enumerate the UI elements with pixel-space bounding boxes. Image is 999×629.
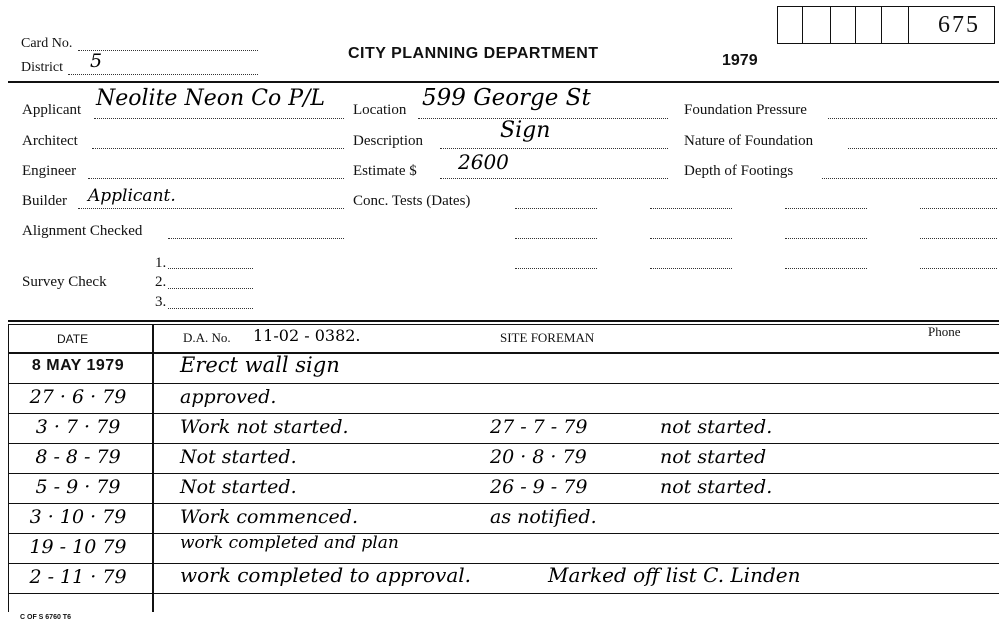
row-rule bbox=[8, 413, 999, 414]
conc-test-line bbox=[785, 238, 867, 239]
depth-footings-label: Depth of Footings bbox=[684, 163, 794, 179]
row-1-date: 8 MAY 1979 bbox=[31, 357, 125, 374]
architect-label: Architect bbox=[22, 133, 78, 149]
builder-value: Applicant. bbox=[88, 186, 176, 206]
estimate-line bbox=[440, 178, 668, 179]
description-label: Description bbox=[353, 133, 423, 149]
form-code: C OF S 6760 T6 bbox=[20, 614, 71, 621]
row-rule bbox=[8, 563, 999, 564]
phone-label: Phone bbox=[928, 324, 961, 339]
da-value: 11-02 - 0382. bbox=[253, 326, 361, 345]
conc-test-line bbox=[650, 268, 732, 269]
row-5-date: 5 - 9 · 79 bbox=[35, 476, 121, 498]
row-3-date: 3 · 7 · 79 bbox=[35, 416, 121, 438]
estimate-value: 2600 bbox=[458, 150, 509, 174]
department-title: CITY PLANNING DEPARTMENT bbox=[348, 45, 599, 62]
row-5-entry2: not started. bbox=[660, 476, 773, 498]
box-divider bbox=[908, 7, 909, 43]
nature-foundation-label: Nature of Foundation bbox=[684, 133, 814, 149]
row-1-entry: Erect wall sign bbox=[180, 353, 340, 377]
row-4-date: 8 - 8 - 79 bbox=[35, 446, 121, 468]
description-value: Sign bbox=[500, 118, 551, 143]
row-rule bbox=[8, 473, 999, 474]
row-5-entry: Not started. bbox=[180, 476, 297, 498]
card-no-line bbox=[78, 50, 258, 51]
row-3-entry2: not started. bbox=[660, 416, 773, 438]
district-line bbox=[68, 74, 258, 75]
conc-tests-label: Conc. Tests (Dates) bbox=[353, 193, 471, 209]
survey-3-label: 3. bbox=[155, 294, 167, 310]
survey-1-label: 1. bbox=[155, 255, 167, 271]
card-number-box bbox=[777, 6, 995, 44]
applicant-line bbox=[94, 118, 344, 119]
builder-line bbox=[78, 208, 344, 209]
applicant-label: Applicant bbox=[22, 102, 82, 118]
row-rule bbox=[8, 533, 999, 534]
row-rule bbox=[8, 593, 999, 594]
conc-test-line bbox=[920, 268, 997, 269]
description-line bbox=[440, 148, 668, 149]
row-4-date2: 20 · 8 · 79 bbox=[490, 446, 587, 468]
depth-footings-line bbox=[822, 178, 997, 179]
row-2-entry: approved. bbox=[180, 386, 277, 408]
conc-test-line bbox=[515, 268, 597, 269]
card-no-label: Card No. bbox=[21, 36, 73, 51]
row-5-date2: 26 - 9 - 79 bbox=[490, 476, 588, 498]
row-4-entry2: not started bbox=[660, 446, 767, 468]
row-3-entry: Work not started. bbox=[180, 416, 349, 438]
conc-test-line bbox=[515, 208, 597, 209]
row-rule bbox=[8, 443, 999, 444]
alignment-line bbox=[168, 238, 344, 239]
conc-test-line bbox=[920, 208, 997, 209]
row-3-date2: 27 - 7 - 79 bbox=[490, 416, 588, 438]
foundation-pressure-line bbox=[828, 118, 997, 119]
estimate-label: Estimate $ bbox=[353, 163, 417, 179]
district-value: 5 bbox=[90, 50, 103, 72]
box-divider bbox=[830, 7, 831, 43]
conc-test-line bbox=[515, 238, 597, 239]
survey-2-label: 2. bbox=[155, 274, 167, 290]
row-7-entry: work completed and plan bbox=[180, 533, 399, 553]
conc-test-line bbox=[785, 208, 867, 209]
survey-3-line bbox=[168, 308, 253, 309]
conc-test-line bbox=[785, 268, 867, 269]
nature-foundation-line bbox=[848, 148, 997, 149]
box-divider bbox=[881, 7, 882, 43]
district-label: District bbox=[21, 60, 63, 75]
foundation-pressure-label: Foundation Pressure bbox=[684, 102, 807, 118]
date-column-divider bbox=[152, 324, 154, 612]
location-label: Location bbox=[353, 102, 407, 118]
engineer-line bbox=[88, 178, 344, 179]
survey-1-line bbox=[168, 268, 253, 269]
row-8-entry2: Marked off list C. Linden bbox=[548, 563, 801, 587]
applicant-value: Neolite Neon Co P/L bbox=[96, 86, 326, 111]
conc-test-line bbox=[650, 238, 732, 239]
header-rule bbox=[8, 81, 999, 83]
row-8-entry: work completed to approval. bbox=[180, 563, 472, 587]
year: 1979 bbox=[722, 52, 758, 69]
row-6-date: 3 · 10 · 79 bbox=[29, 506, 127, 528]
log-top-rule bbox=[8, 320, 999, 322]
row-6-entry: Work commenced. bbox=[180, 506, 358, 528]
row-7-date: 19 - 10 79 bbox=[29, 536, 127, 558]
location-value: 599 George St bbox=[422, 85, 591, 111]
card-number: 675 bbox=[938, 12, 980, 38]
builder-label: Builder bbox=[22, 193, 67, 209]
survey-label: Survey Check bbox=[22, 274, 107, 290]
engineer-label: Engineer bbox=[22, 163, 77, 179]
row-8-date: 2 - 11 · 79 bbox=[29, 566, 127, 588]
row-rule bbox=[8, 503, 999, 504]
row-rule bbox=[8, 383, 999, 384]
row-4-entry: Not started. bbox=[180, 446, 297, 468]
site-foreman-label: SITE FOREMAN bbox=[500, 330, 595, 345]
date-header: DATE bbox=[57, 332, 89, 346]
architect-line bbox=[92, 148, 344, 149]
survey-2-line bbox=[168, 288, 253, 289]
box-divider bbox=[802, 7, 803, 43]
row-6-entry2: as notified. bbox=[490, 506, 597, 528]
log-top-rule-2 bbox=[8, 324, 999, 325]
da-label: D.A. No. bbox=[183, 330, 231, 345]
row-2-date: 27 · 6 · 79 bbox=[29, 386, 127, 408]
alignment-label: Alignment Checked bbox=[22, 223, 143, 239]
conc-test-line bbox=[650, 208, 732, 209]
conc-test-line bbox=[920, 238, 997, 239]
row-rule bbox=[8, 352, 999, 354]
box-divider bbox=[855, 7, 856, 43]
